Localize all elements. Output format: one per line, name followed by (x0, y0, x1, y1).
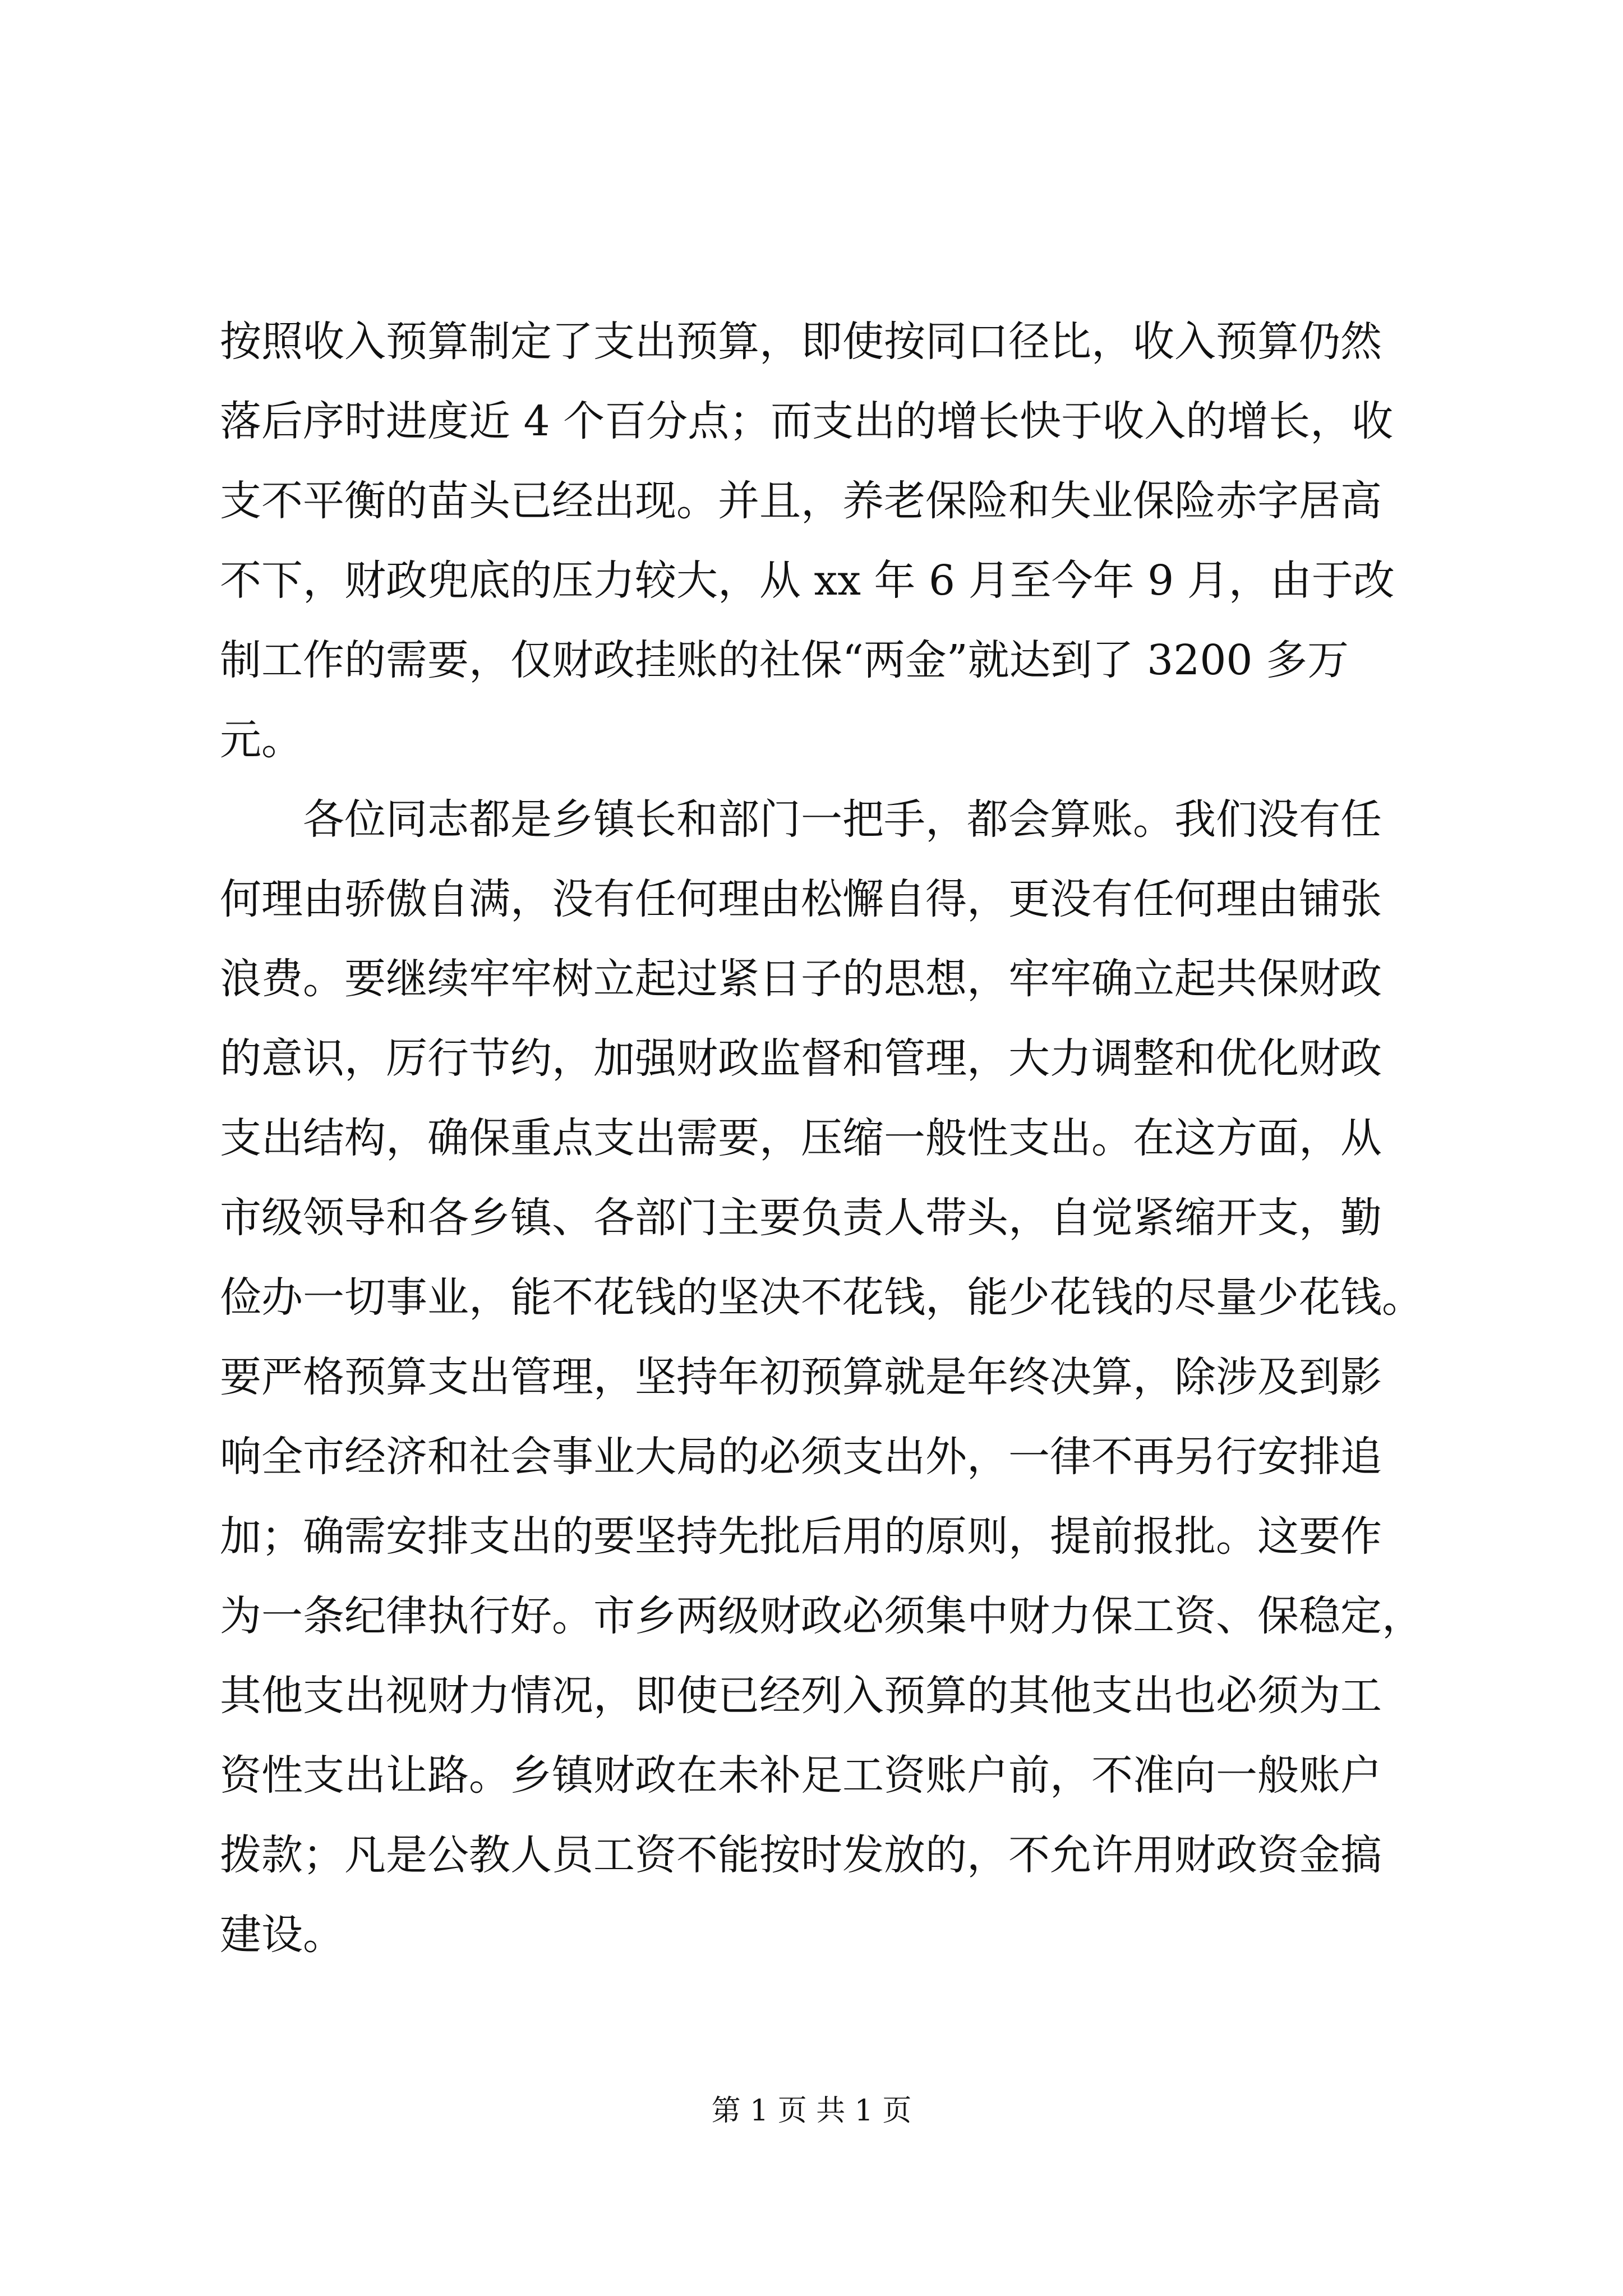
text-line: 支不平衡的苗头已经出现。并且，养老保险和失业保险赤字居高 (220, 477, 1382, 525)
text-line: 各位同志都是乡镇长和部门一把手，都会算账。我们没有任 (220, 795, 1382, 844)
text-line: 元。 (220, 716, 303, 764)
text-line: 建设。 (220, 1911, 344, 1959)
text-line: 浪费。要继续牢牢树立起过紧日子的思想，牢牢确立起共保财政 (220, 955, 1382, 1003)
text-line: 资性支出让路。乡镇财政在未补足工资账户前，不准向一般账户 (220, 1751, 1382, 1800)
text-line: 加；确需安排支出的要坚持先批后用的原则，提前报批。这要作 (220, 1512, 1382, 1561)
page-footer (0, 2091, 1623, 2131)
text-line: 为一条纪律执行好。市乡两级财政必须集中财力保工资、保稳定， (220, 1592, 1423, 1640)
body-text (220, 302, 1423, 1975)
text-line: 响全市经济和社会事业大局的必须支出外，一律不再另行安排追 (220, 1433, 1382, 1481)
text-line: 落后序时进度近 4 个百分点；而支出的增长快于收入的增长，收 (220, 397, 1394, 445)
text-line: 何理由骄傲自满，没有任何理由松懈自得，更没有任何理由铺张 (220, 875, 1382, 923)
text-line: 其他支出视财力情况，即使已经列入预算的其他支出也必须为工 (220, 1672, 1382, 1720)
text-line: 支出结构，确保重点支出需要，压缩一般性支出。在这方面，从 (220, 1114, 1382, 1162)
text-line: 制工作的需要，仅财政挂账的社保“两金”就达到了 3200 多万 (220, 636, 1349, 684)
text-line: 俭办一切事业，能不花钱的坚决不花钱，能少花钱的尽量少花钱。 (220, 1273, 1423, 1322)
page-number: 第 1 页 共 1 页 (711, 2094, 912, 2128)
text-line: 要严格预算支出管理，坚持年初预算就是年终决算，除涉及到影 (220, 1353, 1382, 1401)
text-line: 的意识，厉行节约，加强财政监督和管理，大力调整和优化财政 (220, 1034, 1382, 1083)
text-line: 市级领导和各乡镇、各部门主要负责人带头，自觉紧缩开支，勤 (220, 1194, 1382, 1242)
text-line: 不下，财政兜底的压力较大，从 xx 年 6 月至今年 9 月，由于改 (220, 556, 1395, 605)
text-line: 拨款；凡是公教人员工资不能按时发放的，不允许用财政资金搞 (220, 1831, 1382, 1879)
text-line: 按照收入预算制定了支出预算，即使按同口径比，收入预算仍然 (220, 318, 1382, 366)
